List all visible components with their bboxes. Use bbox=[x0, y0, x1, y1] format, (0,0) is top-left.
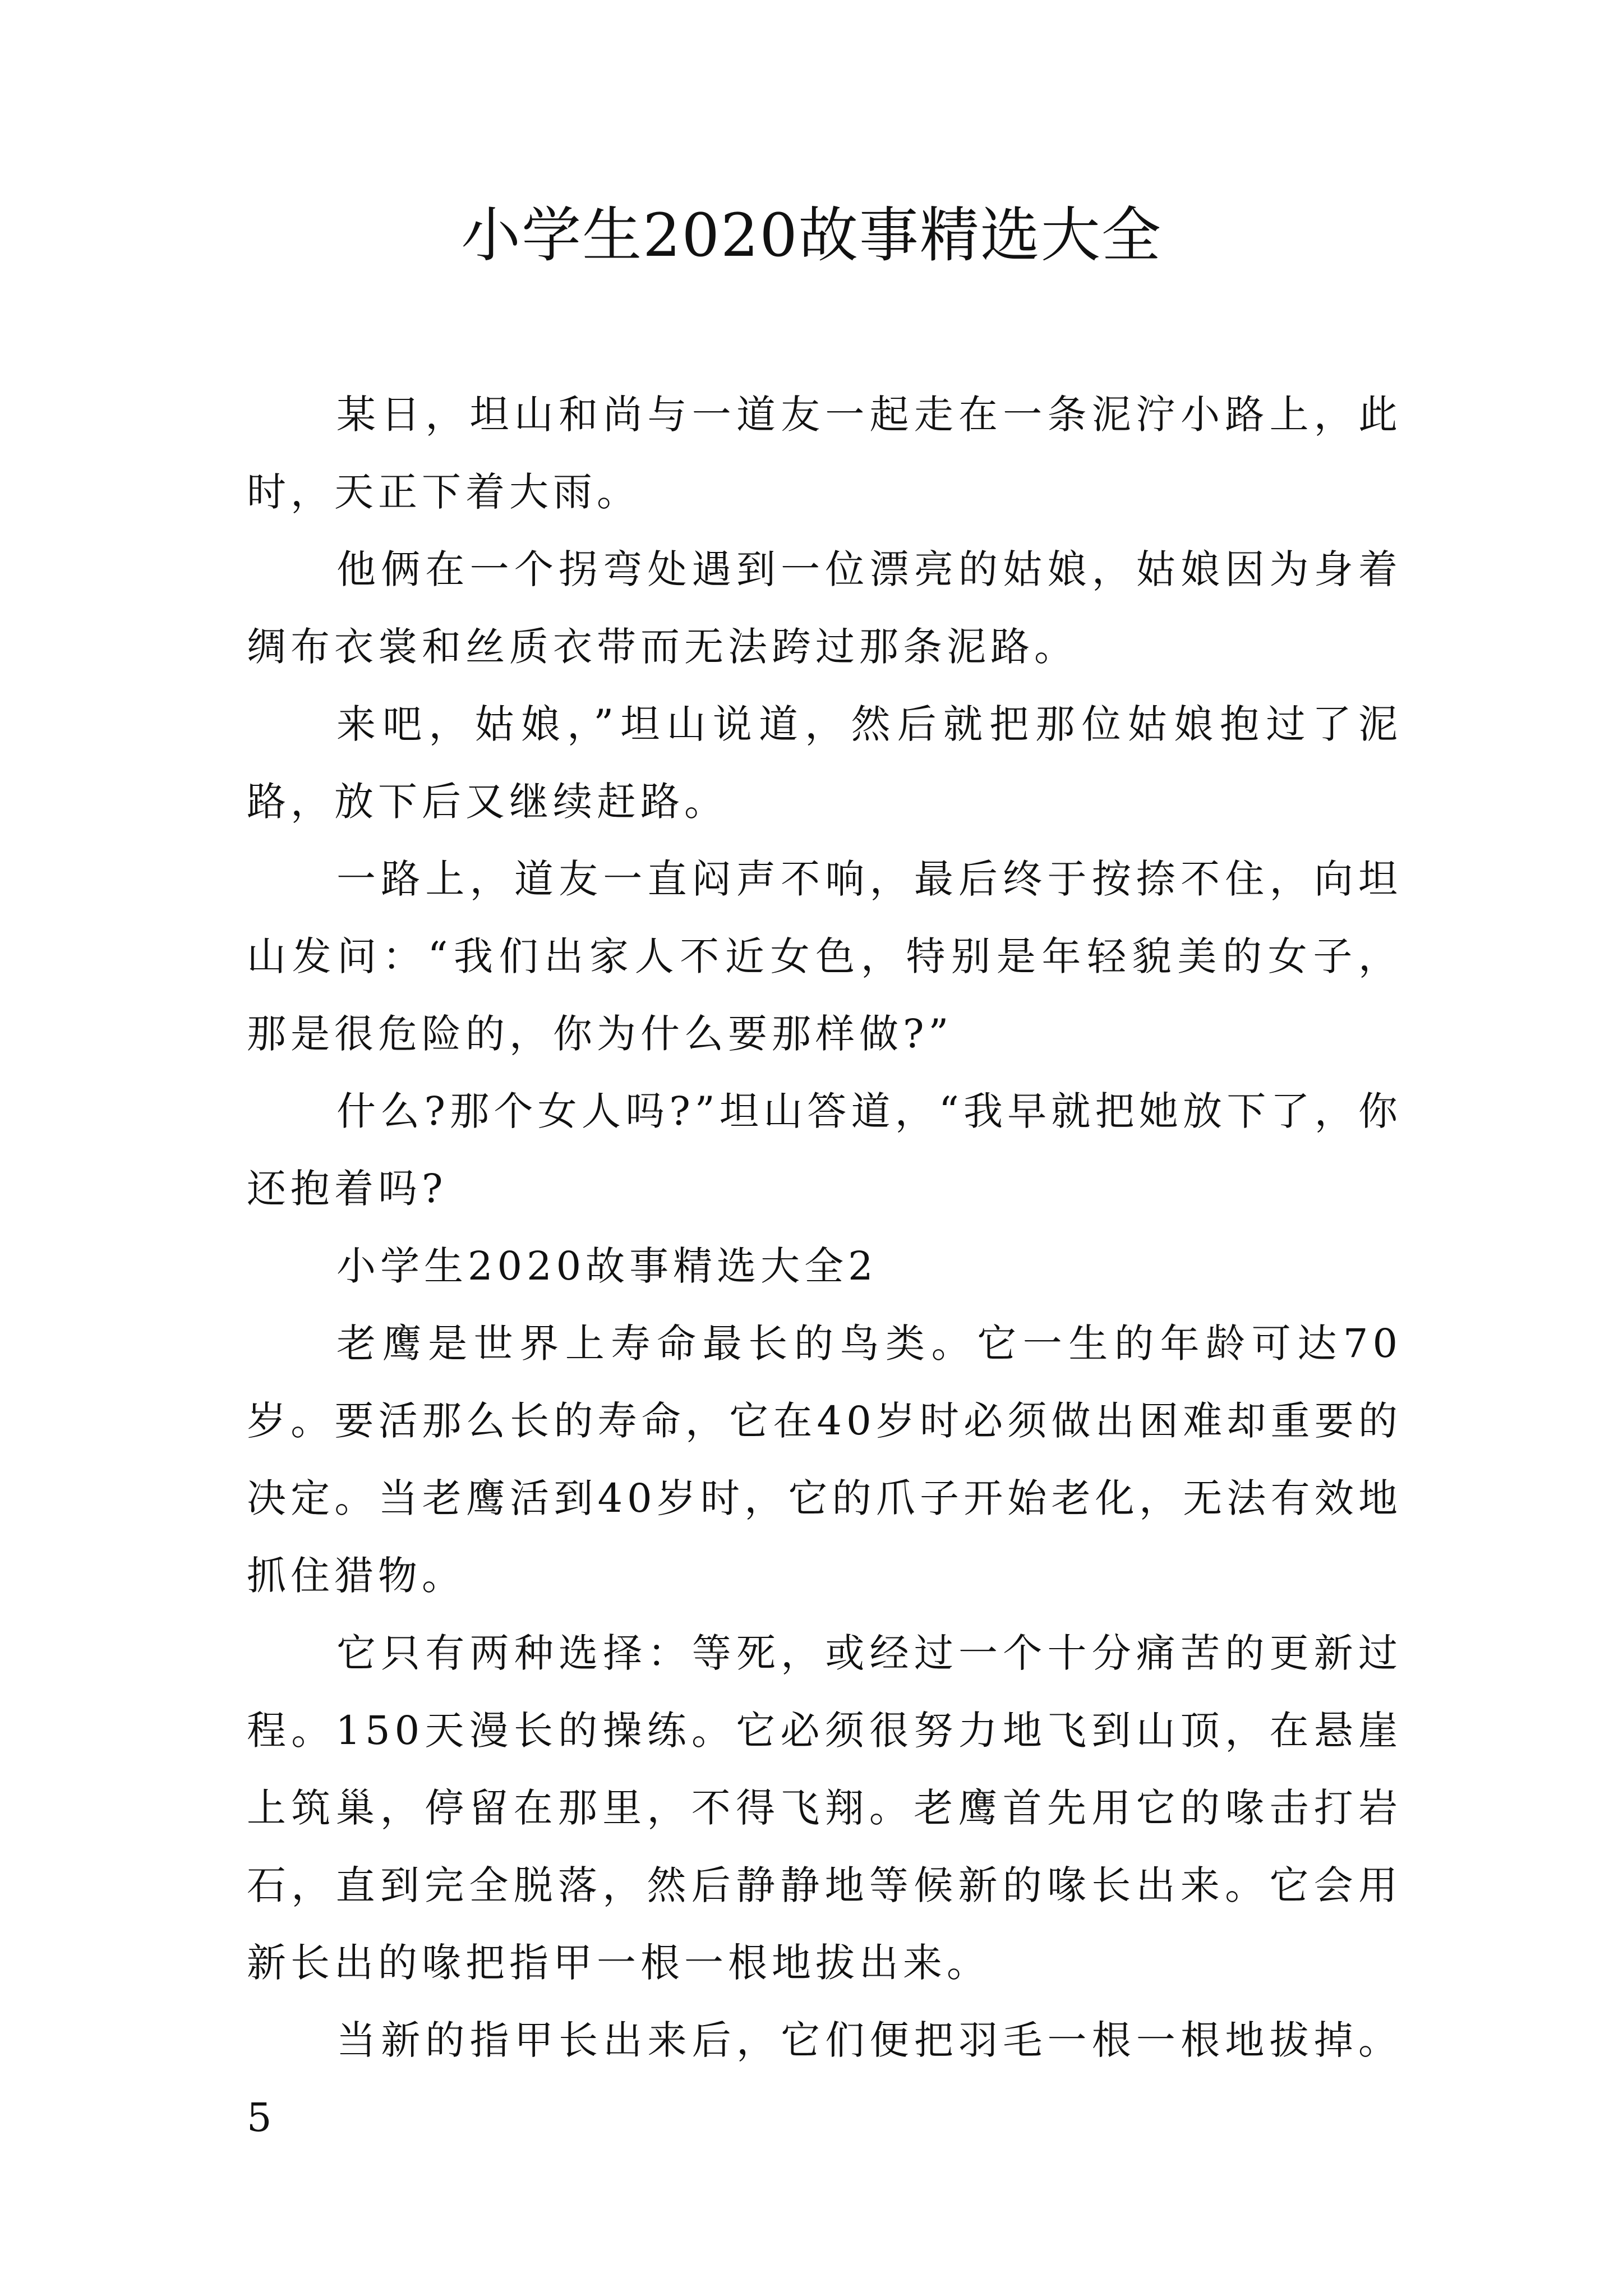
section-heading: 小学生2020故事精选大全2 bbox=[336, 1243, 878, 1289]
paragraph: 一路上，道友一直闷声不响，最后终于按捺不住，向坦山发问：“我们出家人不近女色，特别是年轻貌美的女子，那是很危险的，你为什么要那样做?” bbox=[247, 856, 1402, 1057]
paragraph: 什么?那个女人吗?”坦山答道，“我早就把她放下了，你还抱着吗? bbox=[247, 1088, 1402, 1212]
paragraph: 来吧，姑娘，”坦山说道，然后就把那位姑娘抱过了泥路，放下后又继续赶路。 bbox=[247, 701, 1402, 825]
paragraph: 它只有两种选择：等死，或经过一个十分痛苦的更新过程。150天漫长的操练。它必须很努力地飞到山顶，在悬崖上筑巢，停留在那里，不得飞翔。老鹰首先用它的喙击打岩石，直到完全脱落，然后静静地等候新的喙长出来。它会用新长出的喙把指甲一根一根地拔出来。 bbox=[247, 1630, 1402, 1986]
paragraph: 老鹰是世界上寿命最长的鸟类。它一生的年龄可达70岁。要活那么长的寿命，它在40岁时必须做出困难却重要的决定。当老鹰活到40岁时，它的爪子开始老化，无法有效地抓住猎物。 bbox=[247, 1320, 1402, 1599]
paragraph: 他俩在一个拐弯处遇到一位漂亮的姑娘，姑娘因为身着绸布衣裳和丝质衣带而无法跨过那条泥路。 bbox=[247, 546, 1402, 670]
page-title: 小学生2020故事精选大全 bbox=[461, 201, 1162, 270]
document-body bbox=[247, 376, 1402, 2156]
paragraph: 某日，坦山和尚与一道友一起走在一条泥泞小路上，此时，天正下着大雨。 bbox=[247, 392, 1402, 515]
paragraph: 当新的指甲长出来后，它们便把羽毛一根一根地拔掉。5 bbox=[247, 2017, 1402, 2141]
